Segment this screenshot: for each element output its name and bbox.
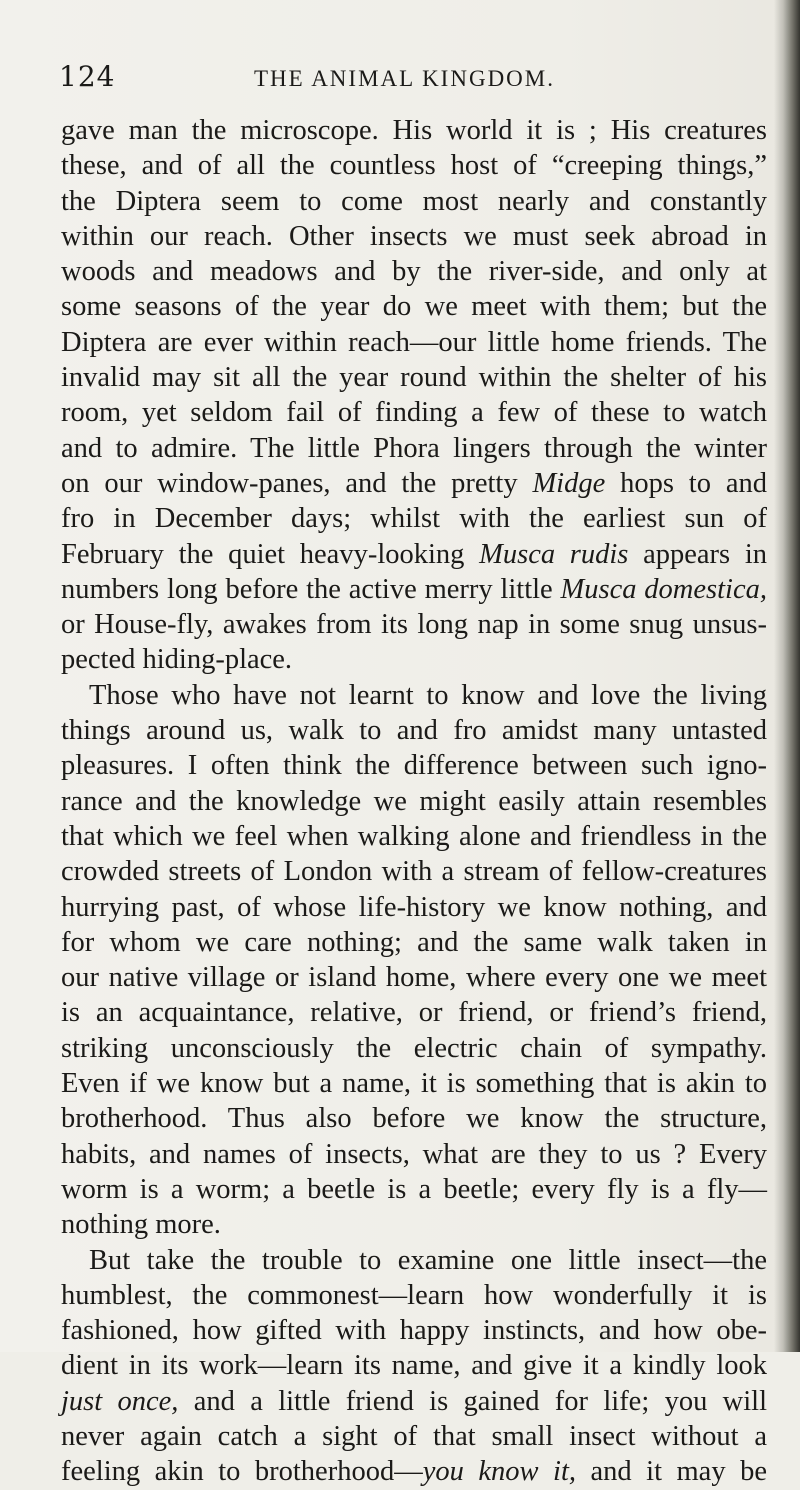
text-run: rance and the knowledge we might easily attain resembles (61, 785, 767, 817)
text-run: or House-fly, awakes from its long nap in some snug unsus- (61, 609, 767, 641)
text-run: room, yet seldom fail of finding a few of these to watch (61, 397, 767, 429)
text-run: the Diptera seem to come most nearly and constantly (61, 185, 767, 217)
page-number: 124 (59, 60, 116, 93)
text-line (61, 431, 767, 466)
text-line (61, 748, 767, 783)
text-run: pleasures. I often think the difference between such igno- (61, 750, 767, 782)
text-line (61, 713, 767, 748)
text-line (61, 501, 767, 536)
text-line (61, 995, 767, 1030)
text-line (61, 1348, 767, 1383)
text-run: feeling akin to brotherhood— (61, 1456, 423, 1488)
text-run: fashioned, how gifted with happy instincts, and how obe- (61, 1315, 767, 1347)
text-run: is an acquaintance, relative, or friend, or friend’s friend, (61, 997, 767, 1029)
text-run: never again catch a sight of that small insect without a (61, 1420, 767, 1452)
text-line (61, 784, 767, 819)
text-run: dient in its work—learn its name, and give it a kindly look (61, 1350, 767, 1382)
text-line (61, 1137, 767, 1172)
text-run: humblest, the commonest—learn how wonderfully it is (61, 1279, 767, 1311)
text-line (61, 642, 767, 677)
text-run: hops to and (605, 467, 767, 499)
text-run: February the quiet heavy-looking (61, 538, 480, 570)
text-run: appears in (628, 538, 767, 570)
text-line (61, 1101, 767, 1136)
text-line (61, 466, 767, 501)
text-line (61, 395, 767, 430)
text-line (61, 1454, 767, 1489)
text-run: Those who have not learnt to know and love the living (89, 679, 767, 711)
text-line (61, 537, 767, 572)
text-run: woods and meadows and by the river-side, and only at (61, 256, 767, 288)
text-run: and to admire. The little Phora lingers through the winter (61, 432, 767, 464)
text-line (61, 678, 767, 713)
italic-text: just once, (61, 1385, 179, 1417)
text-run: numbers long before the active merry little (61, 573, 561, 605)
text-line (61, 572, 767, 607)
text-run: nothing more. (61, 1209, 221, 1241)
text-run: But take the trouble to examine one little insect—the (89, 1244, 767, 1276)
text-line (61, 1278, 767, 1313)
binding-shadow (774, 0, 800, 1352)
text-line (61, 184, 767, 219)
text-run: gave man the microscope. His world it is ; His creatures (61, 115, 767, 146)
text-run: our native village or island home, where every one we meet (61, 962, 767, 994)
text-line (61, 854, 767, 889)
text-line (61, 148, 767, 183)
text-line (61, 1066, 767, 1101)
text-line (61, 1172, 767, 1207)
text-line (61, 1243, 767, 1278)
text-run: crowded streets of London with a stream of fellow-creatures (61, 856, 767, 888)
text-line (61, 1313, 767, 1348)
text-run: Diptera are ever within reach—our little home friends. The (61, 326, 767, 358)
text-line (61, 607, 767, 642)
text-run: some seasons of the year do we meet with them; but the (61, 291, 767, 323)
text-run: on our window-panes, and the pretty (61, 467, 533, 499)
text-run: invalid may sit all the year round within the shelter of his (61, 362, 767, 394)
text-line (61, 1419, 767, 1454)
text-run: worm is a worm; a beetle is a beetle; every fly is a fly— (61, 1173, 767, 1205)
text-run: habits, and names of insects, what are they to us ? Every (61, 1138, 767, 1170)
text-line (61, 360, 767, 395)
page-header (59, 60, 767, 100)
text-run: and it may be (576, 1456, 767, 1488)
text-run: brotherhood. Thus also before we know the structure, (61, 1103, 767, 1135)
text-run: pected hiding-place. (61, 644, 293, 676)
text-run: and a little friend is gained for life; you will (178, 1385, 767, 1417)
italic-text: Musca rudis (479, 538, 629, 570)
text-run: within our reach. Other insects we must seek abroad in (61, 220, 767, 252)
text-run: Even if we know but a name, it is something that is akin to (61, 1068, 767, 1100)
text-run: fro in December days; whilst with the earliest sun of (61, 503, 767, 535)
text-run: for whom we care nothing; and the same walk taken in (61, 926, 767, 958)
text-line (61, 113, 767, 148)
text-run: that which we feel when walking alone and friendless in the (61, 820, 767, 852)
text-line (61, 819, 767, 854)
text-line (61, 1384, 767, 1419)
text-run: things around us, walk to and fro amidst many untasted (61, 715, 767, 747)
running-head: THE ANIMAL KINGDOM. (254, 66, 555, 91)
text-line (61, 960, 767, 995)
italic-text: you know it, (422, 1456, 576, 1488)
body-text (61, 113, 767, 1490)
text-run: striking unconsciously the electric chain of sympathy. (61, 1032, 767, 1064)
text-line (61, 219, 767, 254)
italic-text: Musca domestica, (560, 573, 767, 605)
text-line (61, 890, 767, 925)
text-line (61, 1207, 767, 1242)
text-run: hurrying past, of whose life-history we know nothing, and (61, 891, 767, 923)
text-line (61, 254, 767, 289)
text-line (61, 289, 767, 324)
text-run: these, and of all the countless host of “creeping things,” (61, 150, 767, 182)
text-line (61, 1031, 767, 1066)
italic-text: Midge (532, 467, 606, 499)
text-line (61, 325, 767, 360)
text-line (61, 925, 767, 960)
